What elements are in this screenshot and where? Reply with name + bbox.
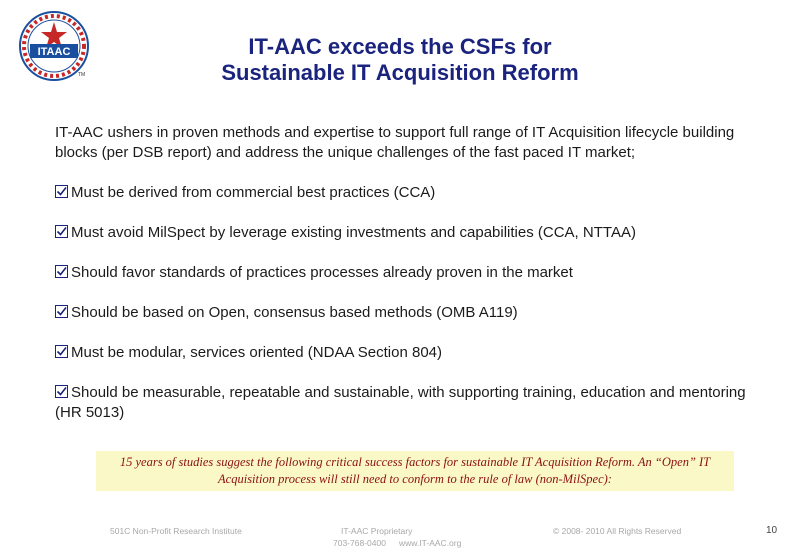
footer-phone: 703-768-0400 — [333, 538, 386, 548]
footer-proprietary: IT-AAC Proprietary — [341, 526, 413, 536]
title-line-2: Sustainable IT Acquisition Reform — [221, 60, 579, 85]
bullet-text: Must avoid MilSpect by leverage existing investments and capabilities (CCA, NTTAA) — [71, 224, 636, 241]
intro-paragraph: IT-AAC ushers in proven methods and expertise to support full range of IT Acquisition lifecycle building blocks (per DSB report) and address the unique challenges of the fast paced IT market; — [55, 124, 735, 161]
bullet-text: Should be measurable, repeatable and sustainable, with supporting training, education and mentoring (HR 5013) — [55, 384, 746, 421]
slide-body — [55, 123, 755, 443]
bullet-item — [55, 183, 755, 203]
logo-seal-icon — [16, 8, 92, 84]
itaac-logo — [16, 8, 92, 84]
checkbox-icon — [55, 225, 68, 238]
checkbox-icon — [55, 385, 68, 398]
bullet-item — [55, 383, 755, 423]
footer-copyright: © 2008- 2010 All Rights Reserved — [553, 526, 682, 536]
callout-note: 15 years of studies suggest the following critical success factors for sustainable IT Acquisition Reform. An “Open” IT Acquisition process will still need to conform to the rule of law (non-MilSpec): — [96, 451, 734, 491]
slide-title — [100, 34, 700, 86]
bullet-item — [55, 263, 755, 283]
footer-web: www.IT-AAC.org — [399, 538, 462, 548]
bullet-item — [55, 343, 755, 363]
bullet-text: Must be modular, services oriented (NDAA Section 804) — [71, 344, 443, 361]
checkbox-icon — [55, 265, 68, 278]
title-line-1: IT-AAC exceeds the CSFs for — [248, 34, 552, 59]
bullet-item — [55, 303, 755, 323]
bullet-item — [55, 223, 755, 243]
logo-text: ITAAC — [37, 46, 71, 58]
checkbox-icon — [55, 345, 68, 358]
bullet-text: Should favor standards of practices processes already proven in the market — [71, 264, 573, 281]
svg-text:TM: TM — [78, 72, 86, 78]
bullet-text: Must be derived from commercial best practices (CCA) — [71, 184, 436, 201]
checkbox-icon — [55, 305, 68, 318]
checkbox-icon — [55, 185, 68, 198]
footer-org: 501C Non-Profit Research Institute — [110, 526, 242, 536]
bullet-text: Should be based on Open, consensus based methods (OMB A119) — [71, 304, 518, 321]
page-number: 10 — [766, 525, 778, 536]
